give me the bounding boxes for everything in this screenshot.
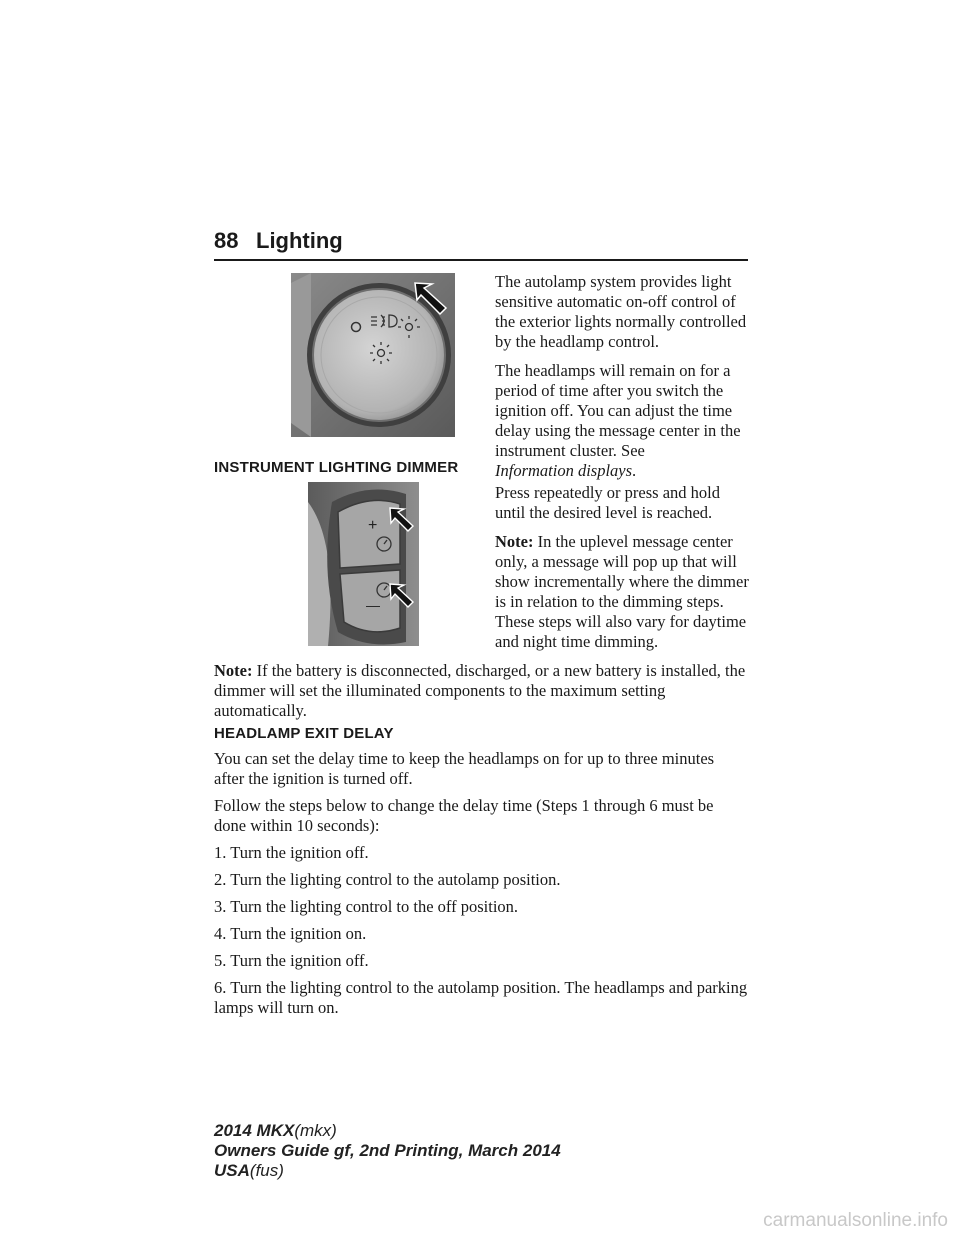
headlamp-exit-delay-heading: HEADLAMP EXIT DELAY [214,725,394,742]
footer-model-code: (mkx) [294,1121,337,1140]
footer-model: 2014 MKX [214,1121,295,1140]
footer-market: USA [214,1161,250,1180]
step-item: 3. Turn the lighting control to the off position. [214,897,519,916]
step-item: 2. Turn the lighting control to the autolamp position. [214,870,561,889]
dimmer-buttons-illustration [308,482,419,646]
page-number: 88 [214,228,239,253]
autolamp-text [495,272,750,481]
headlamp-control-illustration [291,273,455,437]
autolamp-paragraph-1: The autolamp system provides light sensitive automatic on-off control of the exterior lights normally controlled by the headlamp control. [495,272,747,351]
exit-delay-paragraph-2: Follow the steps below to change the delay time (Steps 1 through 6 must be done within 10 seconds): [214,796,714,835]
dimmer-note: Note: In the uplevel message center only, a message will pop up that will show incrementally where the dimmer is in relation to the dimming steps. These steps will also vary for daytime and night time dimming. [495,532,749,651]
dimmer-text [495,483,750,652]
footer [214,1121,561,1181]
step-item: 6. Turn the lighting control to the autolamp position. The headlamps and parking lamps will turn on. [214,978,748,1017]
battery-note: Note: If the battery is disconnected, discharged, or a new battery is installed, the dimmer will set the illuminated components to the maximum setting automatically. [214,661,746,720]
information-displays-reference: Information displays [495,461,633,480]
step-item: 1. Turn the ignition off. [214,843,369,862]
step-item: 5. Turn the ignition off. [214,951,369,970]
footer-market-code: (fus) [249,1161,284,1180]
instrument-lighting-dimmer-heading: INSTRUMENT LIGHTING DIMMER [214,459,459,476]
minus-symbol: — [366,597,380,613]
section-title: Lighting [256,228,343,253]
dimmer-paragraph: Press repeatedly or press and hold until the desired level is reached. [495,483,720,522]
autolamp-paragraph-2: The headlamps will remain on for a period of time after you switch the ignition off. You can adjust the time delay using the message center in the instrument cluster. See Information displays. [495,361,741,480]
watermark: carmanualsonline.info [763,1210,948,1231]
header-rule [214,259,748,261]
footer-guide: Owners Guide gf, 2nd Printing, March 2014 [214,1141,561,1160]
exit-delay-body [214,749,748,1018]
exit-delay-paragraph-1: You can set the delay time to keep the headlamps on for up to three minutes after the ignition is turned off. [214,749,715,788]
step-item: 4. Turn the ignition on. [214,924,367,943]
plus-symbol: + [368,517,378,534]
